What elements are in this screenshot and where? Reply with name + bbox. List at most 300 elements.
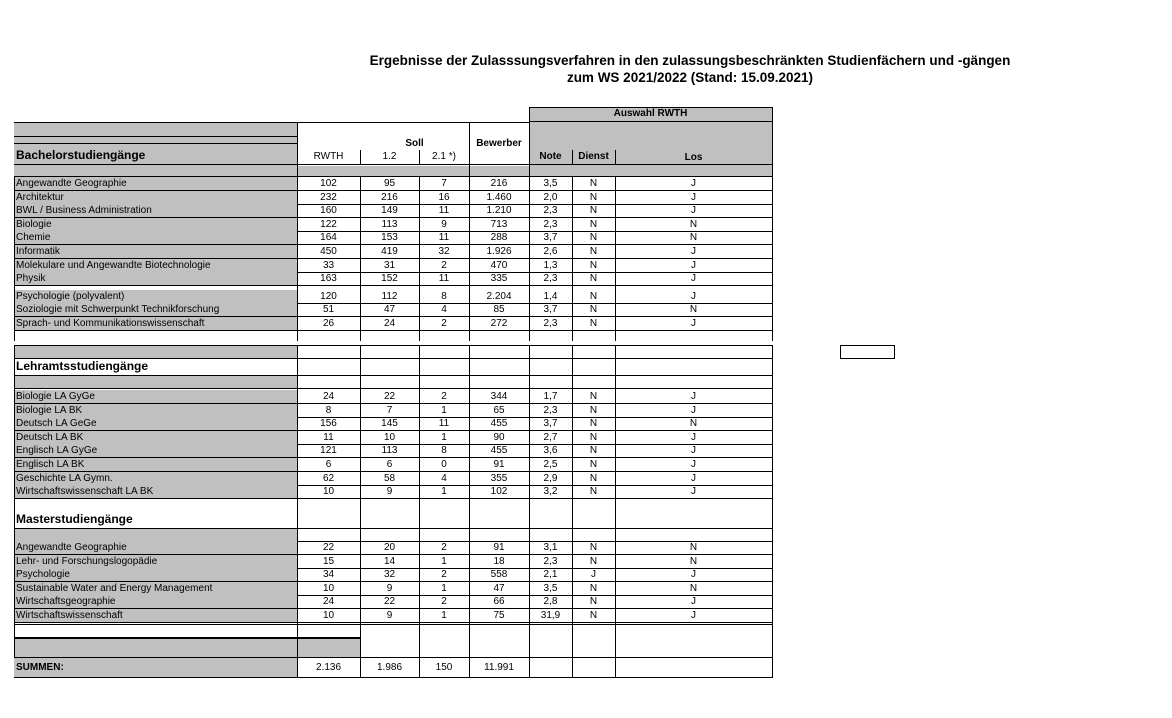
grid-line bbox=[772, 389, 773, 499]
program-name: Biologie LA BK bbox=[16, 405, 83, 416]
quota-2-1-value: 32 bbox=[438, 246, 450, 257]
quota-1-2-value: 58 bbox=[383, 473, 396, 484]
program-name: Biologie LA GyGe bbox=[16, 391, 95, 402]
note-column-header: Note bbox=[539, 151, 562, 162]
quota-2-1-value: 8 bbox=[441, 291, 447, 302]
los-value: N bbox=[689, 556, 698, 567]
grid-line bbox=[469, 176, 470, 341]
grid-line bbox=[469, 499, 470, 541]
grid-line bbox=[14, 164, 772, 165]
grid-line bbox=[572, 637, 573, 678]
los-value: J bbox=[691, 178, 696, 189]
grid-line bbox=[772, 345, 773, 390]
rwth-value: 24 bbox=[322, 596, 335, 607]
los-value: J bbox=[691, 291, 696, 302]
quota-1-2-value: 9 bbox=[386, 610, 393, 621]
bewerber-value: 90 bbox=[493, 432, 505, 443]
rwth-value: 232 bbox=[320, 192, 337, 203]
program-name: Wirtschaftswissenschaft bbox=[16, 610, 123, 621]
grid-line bbox=[297, 176, 298, 341]
grid-line bbox=[615, 499, 616, 541]
grid-line bbox=[14, 143, 297, 144]
note-value: 1,4 bbox=[543, 291, 558, 302]
program-name: Sustainable Water and Energy Management bbox=[16, 583, 213, 594]
quota-1-2-value: 95 bbox=[383, 178, 396, 189]
quota-2-1-value: 1 bbox=[441, 556, 447, 567]
grid-line bbox=[14, 677, 772, 678]
spacer-cell bbox=[14, 637, 360, 657]
los-value: J bbox=[691, 273, 696, 284]
program-name: Englisch LA GyGe bbox=[16, 445, 98, 456]
grid-line bbox=[469, 540, 470, 637]
quota-1-2-value: 149 bbox=[381, 205, 398, 216]
quota-1-2-value: 22 bbox=[383, 596, 396, 607]
summen-rwth: 2.136 bbox=[315, 662, 342, 673]
note-value: 2,0 bbox=[543, 192, 558, 203]
rwth-value: 22 bbox=[322, 542, 335, 553]
quota-1-2-value: 419 bbox=[381, 246, 398, 257]
los-value: J bbox=[691, 432, 696, 443]
grid-line bbox=[572, 540, 573, 637]
bewerber-value: 1.926 bbox=[486, 246, 512, 257]
bewerber-value: 91 bbox=[493, 542, 505, 553]
rwth-value: 33 bbox=[322, 260, 335, 271]
grid-line bbox=[419, 176, 420, 341]
program-name-cell bbox=[14, 231, 297, 244]
bewerber-header: Bewerber bbox=[476, 138, 522, 149]
bewerber-value: 335 bbox=[490, 273, 508, 284]
los-value: J bbox=[691, 192, 696, 203]
note-value: 1,7 bbox=[543, 391, 558, 402]
note-value: 2,3 bbox=[543, 405, 558, 416]
rwth-value: 11 bbox=[323, 432, 334, 443]
los-value: J bbox=[691, 569, 696, 580]
quota-1-2-value: 20 bbox=[383, 542, 396, 553]
bewerber-value: 455 bbox=[490, 418, 508, 429]
grid-line bbox=[14, 285, 772, 286]
quota-1-2-value: 153 bbox=[381, 232, 398, 243]
quota-1-2-value: 7 bbox=[386, 405, 393, 416]
quota-2-1-value: 1 bbox=[441, 432, 447, 443]
los-value: J bbox=[691, 260, 696, 271]
rwth-value: 10 bbox=[322, 486, 335, 497]
grid-line bbox=[419, 389, 420, 499]
rwth-value: 120 bbox=[320, 291, 337, 302]
grid-line bbox=[772, 499, 773, 541]
bewerber-value: 1.210 bbox=[486, 205, 512, 216]
rwth-value: 26 bbox=[322, 318, 335, 329]
dienst-value: N bbox=[589, 219, 598, 230]
quota-1-2-value: 112 bbox=[381, 291, 398, 302]
quota-2-1-value: 4 bbox=[441, 304, 447, 315]
rwth-value: 10 bbox=[322, 610, 335, 621]
note-value: 3,2 bbox=[543, 486, 558, 497]
quota-1-2-column-header: 1.2 bbox=[382, 151, 397, 162]
rwth-value: 24 bbox=[322, 391, 335, 402]
quota-2-1-value: 2 bbox=[441, 318, 447, 329]
dienst-value: N bbox=[589, 260, 598, 271]
title-line-1: Ergebnisse der Zulasssungsverfahren in den zulassungsbeschränkten Studienfächern und -gängen bbox=[369, 53, 1011, 68]
dienst-value: N bbox=[589, 304, 598, 315]
bewerber-value: 272 bbox=[490, 318, 508, 329]
quota-2-1-value: 1 bbox=[441, 405, 447, 416]
program-name: Wirtschaftsgeographie bbox=[16, 596, 116, 607]
bewerber-value: 558 bbox=[490, 569, 508, 580]
rwth-value: 8 bbox=[325, 405, 332, 416]
rwth-value: 163 bbox=[320, 273, 337, 284]
los-value: J bbox=[691, 459, 696, 470]
los-value: J bbox=[691, 610, 696, 621]
program-name: Informatik bbox=[16, 246, 60, 257]
note-value: 2,5 bbox=[543, 459, 558, 470]
note-value: 3,7 bbox=[543, 418, 558, 429]
rwth-value: 450 bbox=[320, 246, 337, 257]
quota-1-2-value: 145 bbox=[381, 418, 398, 429]
los-value: N bbox=[689, 219, 698, 230]
dienst-value: N bbox=[589, 391, 598, 402]
summen-bewerber: 11.991 bbox=[484, 662, 514, 673]
grid-line bbox=[572, 150, 573, 164]
grid-line bbox=[297, 389, 298, 499]
los-value: J bbox=[691, 473, 696, 484]
program-name: Lehr- und Forschungslogopädie bbox=[16, 556, 158, 567]
bewerber-value: 66 bbox=[493, 596, 505, 607]
los-value: J bbox=[691, 246, 696, 257]
quota-1-2-value: 47 bbox=[383, 304, 396, 315]
note-value: 2,3 bbox=[543, 318, 558, 329]
grid-line bbox=[297, 499, 298, 541]
quota-1-2-value: 113 bbox=[381, 445, 398, 456]
grid-line bbox=[572, 176, 573, 341]
grid-line bbox=[360, 150, 361, 164]
grid-line bbox=[529, 176, 530, 341]
quota-2-1-column-header: 2.1 *) bbox=[432, 151, 456, 162]
grid-line bbox=[529, 540, 530, 637]
los-value: N bbox=[689, 583, 698, 594]
rwth-value: 156 bbox=[320, 418, 337, 429]
quota-2-1-value: 1 bbox=[441, 583, 447, 594]
grid-line bbox=[469, 122, 470, 176]
dienst-value: N bbox=[589, 596, 598, 607]
note-value: 3,7 bbox=[543, 232, 558, 243]
note-value: 3,1 bbox=[543, 542, 558, 553]
quota-1-2-value: 31 bbox=[383, 260, 396, 271]
bewerber-value: 47 bbox=[493, 583, 505, 594]
los-column-header: Los bbox=[684, 152, 703, 163]
dienst-value: N bbox=[589, 445, 598, 456]
program-name: BWL / Business Administration bbox=[16, 205, 152, 216]
summen-quota-2-1: 150 bbox=[435, 662, 453, 673]
grid-line bbox=[360, 176, 361, 341]
grid-line bbox=[469, 389, 470, 499]
quota-2-1-value: 2 bbox=[441, 542, 447, 553]
note-value: 2,7 bbox=[543, 432, 558, 443]
grid-line bbox=[297, 540, 298, 637]
dienst-value: N bbox=[589, 459, 598, 470]
bewerber-value: 75 bbox=[493, 610, 505, 621]
quota-1-2-value: 6 bbox=[386, 459, 393, 470]
grid-line bbox=[14, 388, 772, 389]
quota-1-2-value: 32 bbox=[383, 569, 396, 580]
quota-1-2-value: 10 bbox=[383, 432, 396, 443]
rwth-value: 62 bbox=[322, 473, 335, 484]
dienst-value: N bbox=[589, 246, 598, 257]
note-value: 2,3 bbox=[543, 205, 558, 216]
grid-line bbox=[469, 345, 470, 390]
program-name-cell bbox=[14, 218, 297, 231]
dienst-value: N bbox=[589, 291, 598, 302]
note-value: 2,9 bbox=[543, 473, 558, 484]
grid-line bbox=[14, 622, 772, 623]
los-value: J bbox=[691, 405, 696, 416]
rwth-value: 121 bbox=[320, 445, 337, 456]
quota-2-1-value: 2 bbox=[441, 596, 447, 607]
dienst-value: N bbox=[589, 205, 598, 216]
bewerber-value: 355 bbox=[490, 473, 508, 484]
note-value: 1,3 bbox=[543, 260, 558, 271]
grid-line bbox=[14, 330, 772, 331]
quota-2-1-value: 1 bbox=[441, 486, 447, 497]
program-name: Englisch LA BK bbox=[16, 459, 85, 470]
rwth-value: 160 bbox=[320, 205, 337, 216]
dienst-value: N bbox=[589, 418, 598, 429]
grid-line bbox=[297, 122, 469, 123]
quota-2-1-value: 9 bbox=[441, 219, 447, 230]
quota-2-1-value: 7 bbox=[441, 178, 447, 189]
bewerber-value: 85 bbox=[493, 304, 505, 315]
rwth-column-header: RWTH bbox=[313, 151, 344, 162]
los-value: J bbox=[691, 445, 696, 456]
grid-line bbox=[529, 345, 530, 390]
grid-line bbox=[14, 345, 15, 390]
quota-2-1-value: 16 bbox=[438, 192, 450, 203]
soll-header: Soll bbox=[405, 138, 424, 149]
quota-2-1-value: 11 bbox=[438, 418, 450, 429]
dienst-value: N bbox=[589, 610, 598, 621]
los-value: N bbox=[689, 232, 698, 243]
quota-1-2-value: 216 bbox=[381, 192, 398, 203]
grid-line bbox=[360, 540, 361, 637]
section-title-master: Masterstudiengänge bbox=[16, 512, 133, 526]
grid-line bbox=[360, 345, 361, 390]
grid-line bbox=[529, 107, 772, 108]
bewerber-value: 18 bbox=[493, 556, 505, 567]
rwth-value: 15 bbox=[322, 556, 335, 567]
dienst-value: N bbox=[589, 486, 598, 497]
note-value: 3,5 bbox=[543, 178, 558, 189]
quota-2-1-value: 2 bbox=[441, 391, 447, 402]
program-name: Molekulare und Angewandte Biotechnologie bbox=[16, 260, 211, 271]
dienst-value: N bbox=[589, 192, 598, 203]
dienst-column-header: Dienst bbox=[578, 151, 609, 162]
rwth-value: 51 bbox=[322, 304, 335, 315]
bewerber-value: 288 bbox=[490, 232, 508, 243]
grid-line bbox=[615, 637, 616, 678]
quota-2-1-value: 1 bbox=[441, 610, 447, 621]
bewerber-value: 65 bbox=[493, 405, 505, 416]
dienst-value: N bbox=[589, 232, 598, 243]
grid-line bbox=[14, 498, 772, 499]
program-name: Deutsch LA BK bbox=[16, 432, 84, 443]
grid-line bbox=[360, 389, 361, 499]
note-value: 2,8 bbox=[543, 596, 558, 607]
program-name: Psychologie (polyvalent) bbox=[16, 291, 125, 302]
grid-line bbox=[14, 176, 15, 341]
empty-cell-box bbox=[840, 345, 895, 359]
note-value: 31,9 bbox=[540, 610, 561, 621]
grid-line bbox=[419, 150, 420, 164]
grid-line bbox=[14, 540, 15, 637]
quota-1-2-value: 14 bbox=[383, 556, 396, 567]
program-name: Psychologie bbox=[16, 569, 70, 580]
grid-line bbox=[615, 389, 616, 499]
los-value: J bbox=[691, 205, 696, 216]
grid-line bbox=[529, 121, 772, 122]
grid-line bbox=[297, 122, 298, 176]
rwth-value: 34 bbox=[322, 569, 335, 580]
program-name: Physik bbox=[16, 273, 46, 284]
dienst-value: N bbox=[589, 473, 598, 484]
quota-1-2-value: 24 bbox=[383, 318, 396, 329]
program-name: Geschichte LA Gymn. bbox=[16, 473, 113, 484]
program-name: Angewandte Geographie bbox=[16, 542, 127, 553]
rwth-value: 10 bbox=[322, 583, 335, 594]
spacer-cell bbox=[14, 376, 297, 388]
grid-line bbox=[419, 499, 420, 541]
dienst-value: N bbox=[589, 178, 598, 189]
header-spacer-bg bbox=[14, 166, 772, 176]
section-title-bachelor: Bachelorstudiengänge bbox=[16, 148, 146, 162]
quota-2-1-value: 11 bbox=[438, 205, 450, 216]
quota-1-2-value: 9 bbox=[386, 583, 393, 594]
grid-line bbox=[615, 150, 616, 164]
program-name: Sprach- und Kommunikationswissenschaft bbox=[16, 318, 205, 329]
grid-line bbox=[529, 107, 530, 176]
bewerber-value: 455 bbox=[490, 445, 508, 456]
quota-2-1-value: 11 bbox=[438, 273, 450, 284]
grid-line bbox=[14, 637, 360, 639]
grid-line bbox=[529, 389, 530, 499]
bewerber-value: 102 bbox=[490, 486, 508, 497]
auswahl-rwth-header: Auswahl RWTH bbox=[613, 108, 688, 119]
grid-line bbox=[14, 389, 15, 499]
bewerber-value: 2.204 bbox=[486, 291, 512, 302]
quota-2-1-value: 2 bbox=[441, 569, 447, 580]
los-value: N bbox=[689, 418, 698, 429]
quota-1-2-value: 113 bbox=[381, 219, 398, 230]
bewerber-value: 470 bbox=[490, 260, 508, 271]
grid-line bbox=[14, 122, 297, 123]
program-name: Chemie bbox=[16, 232, 51, 243]
grid-line bbox=[772, 637, 773, 678]
grid-line bbox=[529, 499, 530, 541]
dienst-value: N bbox=[589, 542, 598, 553]
program-name: Angewandte Geographie bbox=[16, 178, 127, 189]
note-value: 2,1 bbox=[543, 569, 558, 580]
rwth-value: 164 bbox=[320, 232, 337, 243]
note-value: 2,6 bbox=[543, 246, 558, 257]
quota-1-2-value: 9 bbox=[386, 486, 393, 497]
grid-line bbox=[572, 345, 573, 390]
grid-line bbox=[14, 624, 772, 625]
dienst-value: J bbox=[591, 569, 596, 580]
grid-line bbox=[360, 499, 361, 541]
los-value: J bbox=[691, 486, 696, 497]
los-value: N bbox=[689, 542, 698, 553]
title-line-2: zum WS 2021/2022 (Stand: 15.09.2021) bbox=[566, 70, 814, 85]
note-value: 3,7 bbox=[543, 304, 558, 315]
rwth-value: 122 bbox=[320, 219, 337, 230]
quota-2-1-value: 8 bbox=[441, 445, 447, 456]
grid-line bbox=[419, 345, 420, 390]
program-name-cell bbox=[14, 272, 297, 285]
dienst-value: N bbox=[589, 432, 598, 443]
dienst-value: N bbox=[589, 405, 598, 416]
dienst-value: N bbox=[589, 318, 598, 329]
los-value: N bbox=[689, 304, 698, 315]
program-name: Deutsch LA GeGe bbox=[16, 418, 97, 429]
program-name: Soziologie mit Schwerpunkt Technikforschung bbox=[16, 304, 220, 315]
bewerber-value: 91 bbox=[493, 459, 505, 470]
grid-line bbox=[14, 136, 297, 137]
los-value: J bbox=[691, 391, 696, 402]
quota-2-1-value: 4 bbox=[441, 473, 447, 484]
grid-line bbox=[615, 540, 616, 637]
grid-line bbox=[772, 107, 773, 176]
quota-2-1-value: 2 bbox=[441, 260, 447, 271]
los-value: J bbox=[691, 318, 696, 329]
dienst-value: N bbox=[589, 583, 598, 594]
summen-label: SUMMEN: bbox=[16, 662, 64, 673]
bewerber-value: 713 bbox=[490, 219, 508, 230]
grid-line bbox=[772, 540, 773, 637]
quota-1-2-value: 22 bbox=[383, 391, 396, 402]
quota-2-1-value: 11 bbox=[438, 232, 450, 243]
section-title-lehramt: Lehramtsstudiengänge bbox=[16, 359, 149, 373]
quota-2-1-value: 0 bbox=[441, 459, 447, 470]
dienst-value: N bbox=[589, 273, 598, 284]
grid-line bbox=[14, 499, 15, 541]
program-name: Biologie bbox=[16, 219, 52, 230]
grid-line bbox=[615, 345, 616, 390]
summen-quota-1-2: 1.986 bbox=[376, 662, 403, 673]
grid-line bbox=[297, 345, 298, 390]
note-value: 3,6 bbox=[543, 445, 558, 456]
grid-line bbox=[419, 540, 420, 637]
program-name: Architektur bbox=[16, 192, 64, 203]
rwth-value: 6 bbox=[325, 459, 332, 470]
note-value: 2,3 bbox=[543, 219, 558, 230]
bewerber-value: 216 bbox=[490, 178, 508, 189]
note-value: 3,5 bbox=[543, 583, 558, 594]
rwth-value: 102 bbox=[320, 178, 337, 189]
los-value: J bbox=[691, 596, 696, 607]
grid-line bbox=[529, 637, 530, 678]
bewerber-value: 1.460 bbox=[486, 192, 512, 203]
grid-line bbox=[469, 122, 529, 123]
grid-line bbox=[572, 389, 573, 499]
note-value: 2,3 bbox=[543, 273, 558, 284]
dienst-value: N bbox=[589, 556, 598, 567]
grid-line bbox=[572, 499, 573, 541]
grid-line bbox=[772, 176, 773, 341]
grid-line bbox=[615, 176, 616, 341]
quota-1-2-value: 152 bbox=[381, 273, 398, 284]
program-name: Wirtschaftswissenschaft LA BK bbox=[16, 486, 154, 497]
bewerber-value: 344 bbox=[490, 391, 508, 402]
spacer-cell bbox=[14, 529, 297, 541]
spacer-cell bbox=[14, 346, 297, 358]
